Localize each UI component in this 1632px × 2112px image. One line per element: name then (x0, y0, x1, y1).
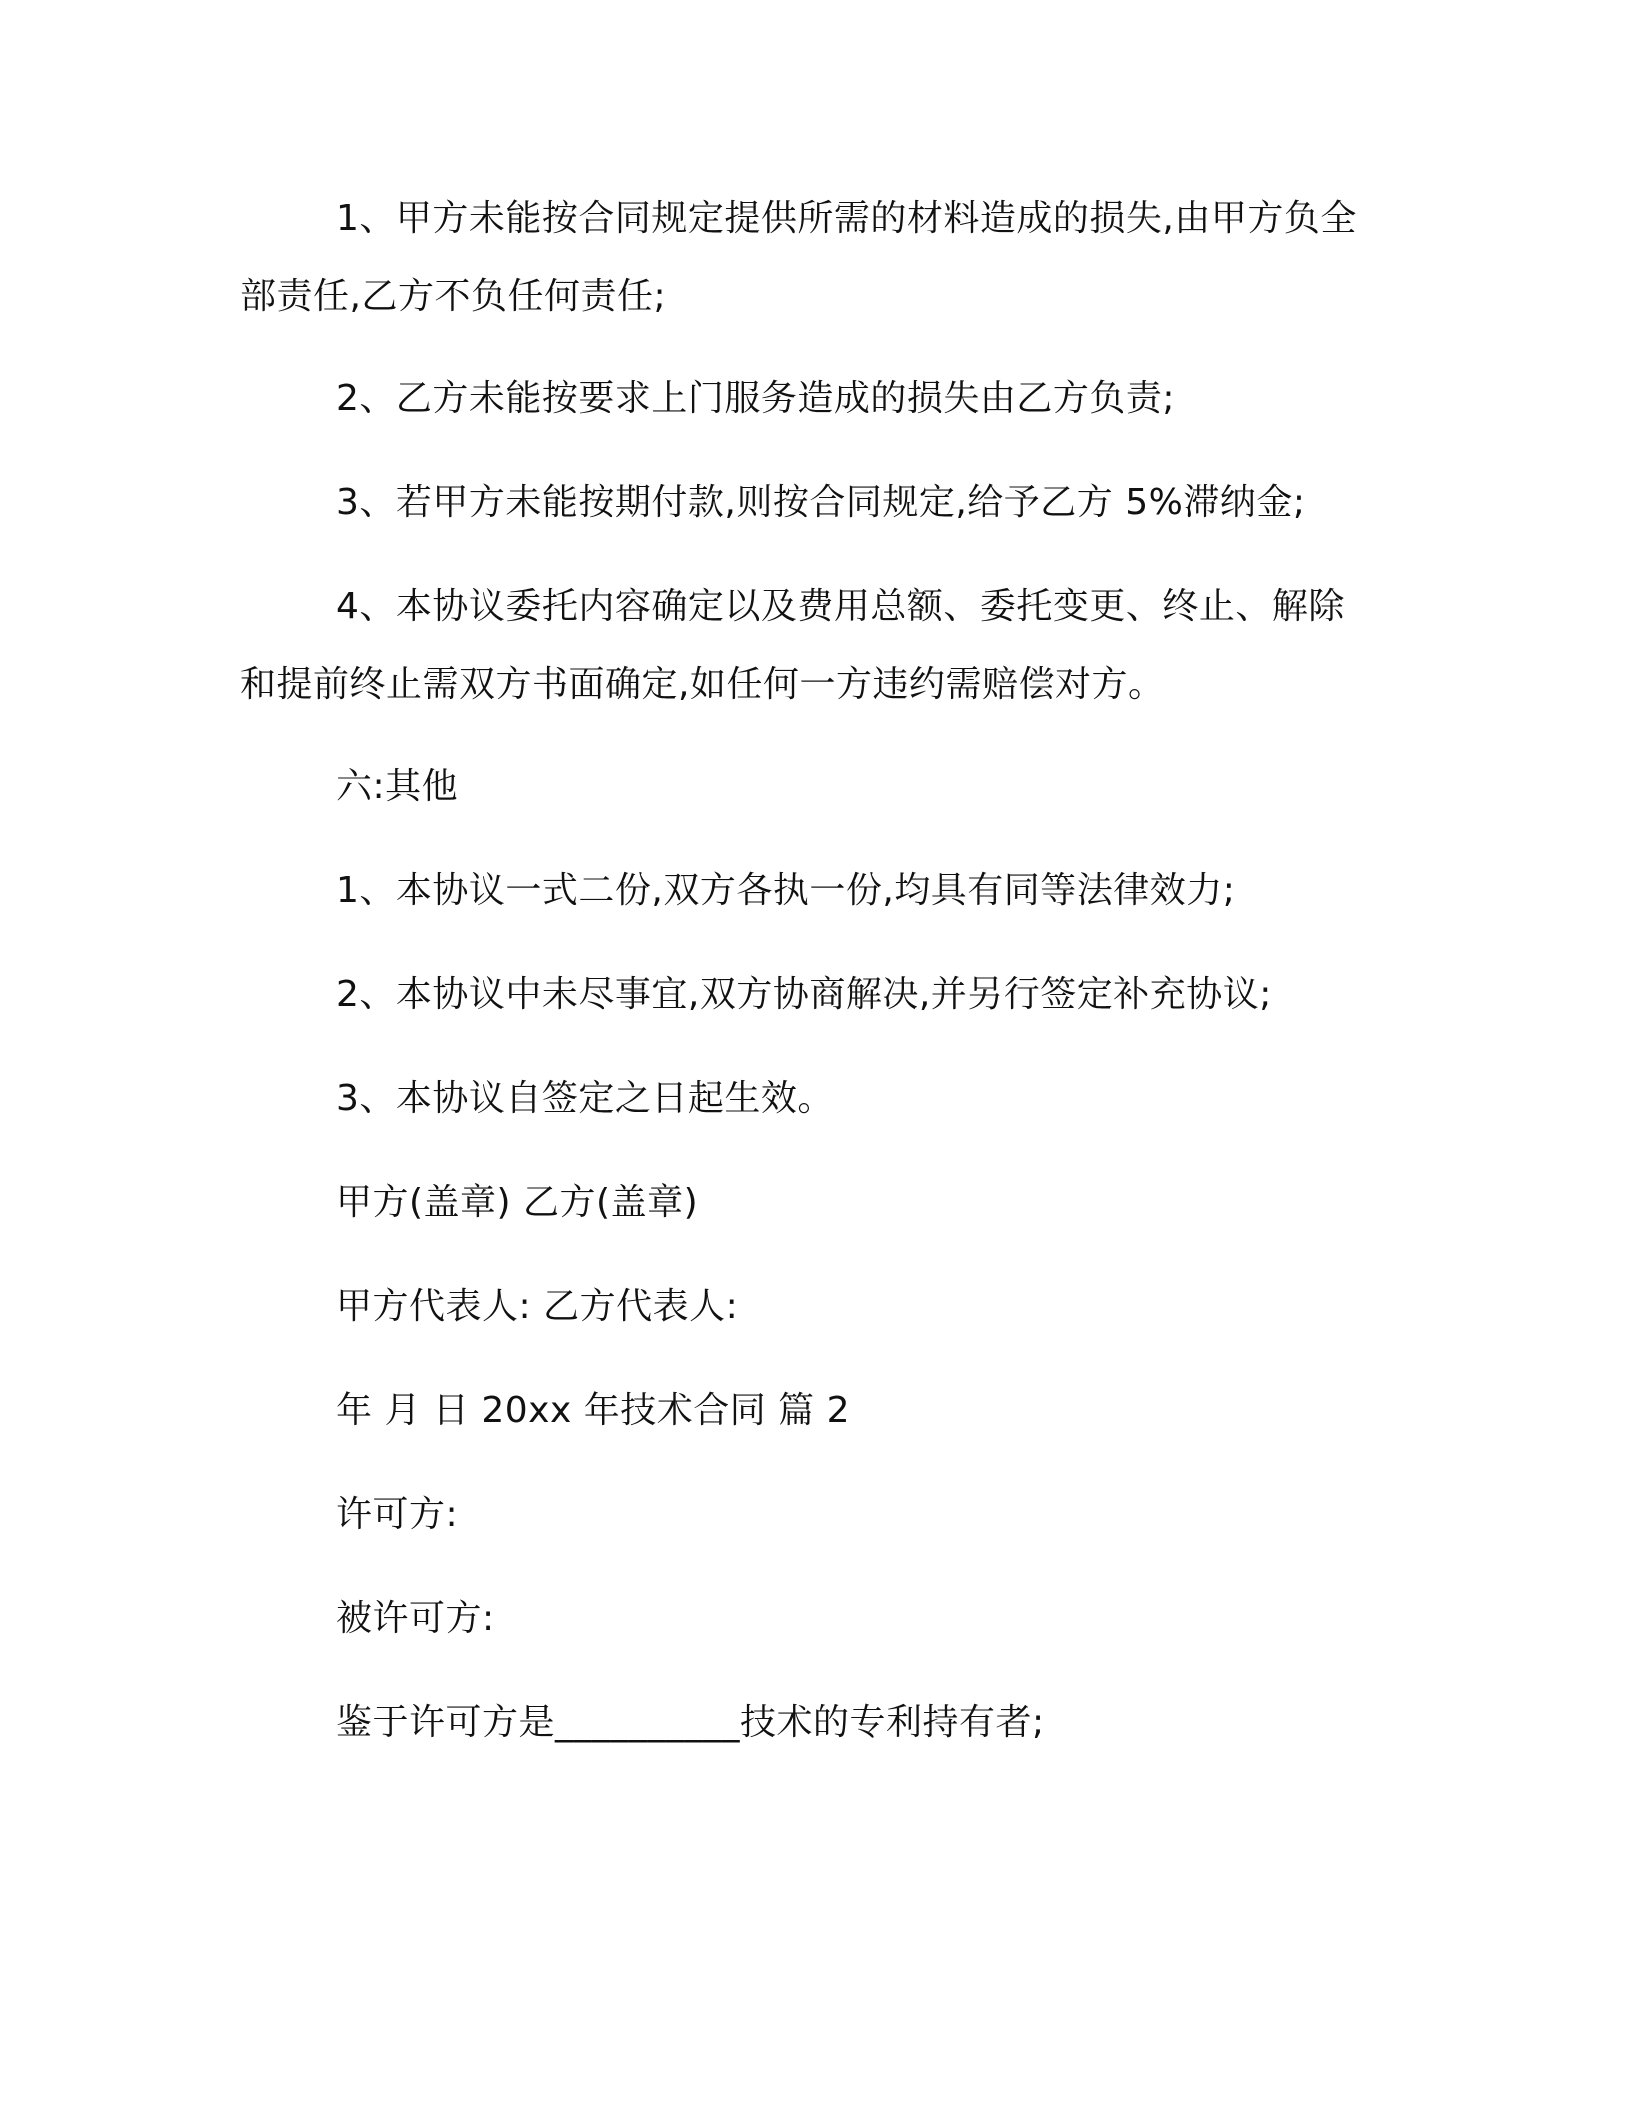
licensor-line: 许可方: (336, 1494, 459, 1535)
clause-unresolved-matters: 2、本协议中未尽事宜,双方协商解决,并另行签定补充协议; (336, 974, 1272, 1015)
date-and-next-contract-title: 年 月 日 20xx 年技术合同 篇 2 (336, 1390, 850, 1431)
licensee-line: 被许可方: (336, 1598, 495, 1639)
clause-late-payment: 3、若甲方未能按期付款,则按合同规定,给予乙方 5%滞纳金; (336, 482, 1306, 523)
whereas-patent-holder: 鉴于许可方是__________技术的专利持有者; (336, 1702, 1045, 1743)
clause-effective-date: 3、本协议自签定之日起生效。 (336, 1078, 834, 1119)
clause-party-b-service: 2、乙方未能按要求上门服务造成的损失由乙方负责; (336, 378, 1176, 419)
section-heading-other: 六:其他 (336, 766, 459, 807)
clause-party-a-materials: 1、甲方未能按合同规定提供所需的材料造成的损失,由甲方负全部责任,乙方不负任何责任; (240, 198, 1357, 317)
clause-changes-termination: 4、本协议委托内容确定以及费用总额、委托变更、终止、解除和提前终止需双方书面确定,如任何一方违约需赔偿对方。 (240, 586, 1345, 705)
signature-representatives: 甲方代表人: 乙方代表人: (336, 1286, 739, 1327)
clause-copies: 1、本协议一式二份,双方各执一份,均具有同等法律效力; (336, 870, 1236, 911)
signature-seals: 甲方(盖章) 乙方(盖章) (336, 1182, 699, 1223)
